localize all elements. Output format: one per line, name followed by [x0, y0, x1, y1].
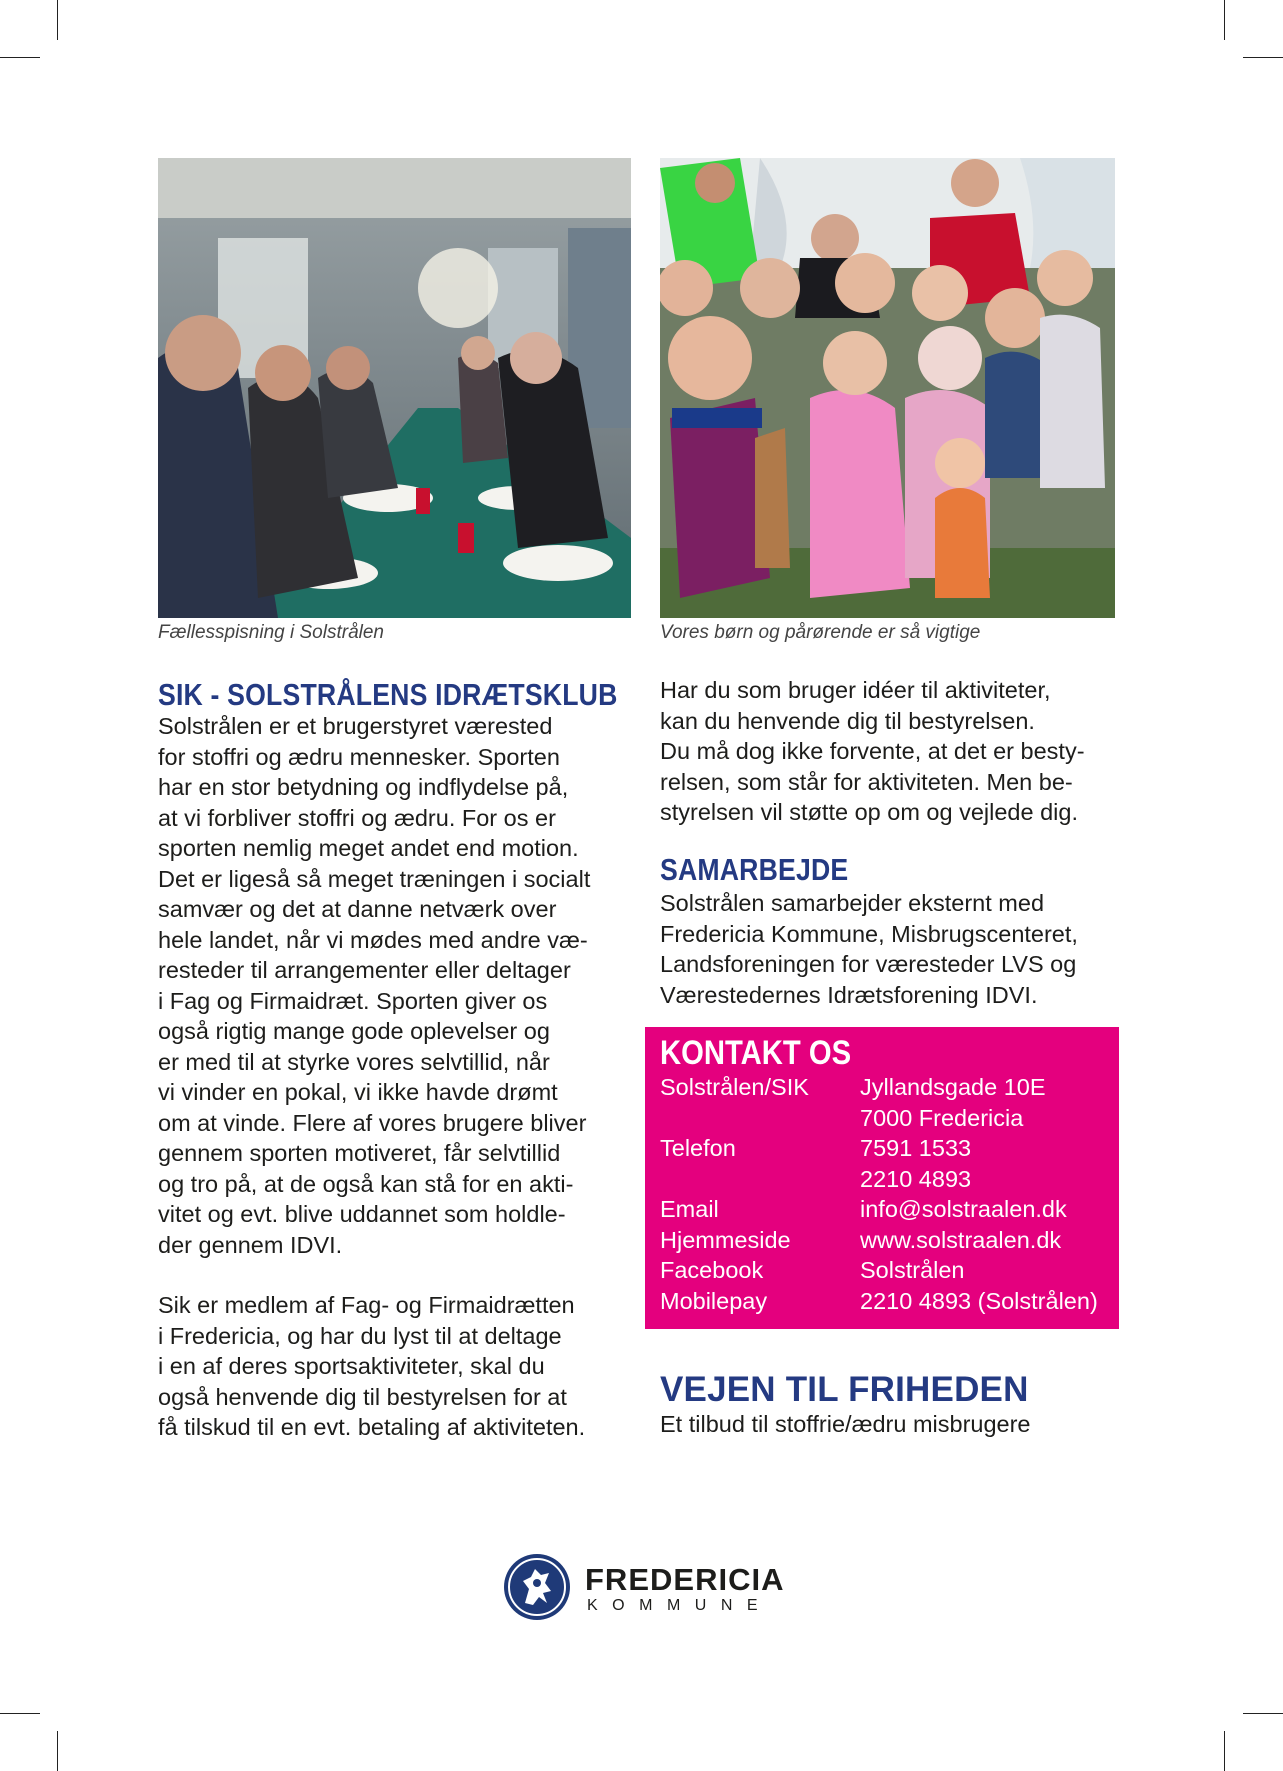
- text-line: om at vinde. Flere af vores brugere bliver: [158, 1109, 587, 1136]
- contact-value: Jyllandsgade 10E: [860, 1074, 1046, 1100]
- text-line: i en af deres sportsaktiviteter, skal du: [158, 1353, 545, 1379]
- text-line: Det er ligeså så meget træningen i socialt: [158, 865, 591, 892]
- contact-title: KONTAKT OS: [660, 1034, 852, 1072]
- text-line: Landsforeningen for væresteder LVS og: [660, 951, 1077, 977]
- contact-label: Solstrålen/SIK: [660, 1074, 809, 1100]
- crop-mark-top-left-h: [0, 57, 40, 58]
- contact-value: 7591 1533: [860, 1135, 972, 1161]
- contact-email-link[interactable]: info@solstraalen.dk: [860, 1196, 1067, 1222]
- crop-mark-bottom-right-h: [1243, 1713, 1283, 1714]
- crop-mark-top-right-v: [1224, 0, 1225, 40]
- text-line: få tilskud til en evt. betaling af aktiviteten.: [158, 1414, 586, 1440]
- vejen-subtitle: [660, 1409, 1031, 1440]
- contact-box: [645, 1027, 1119, 1329]
- text-line: Et tilbud til stoffrie/ædru misbrugere: [660, 1411, 1031, 1437]
- text-line: i Fredericia, og har du lyst til at deltage: [158, 1322, 562, 1349]
- text-line: også henvende dig til bestyrelsen for at: [158, 1383, 567, 1410]
- text-line: der gennem IDVI.: [158, 1231, 343, 1258]
- text-line: relsen, som står for aktiviteten. Men be-: [660, 768, 1073, 795]
- photo-children-medals: [660, 158, 1115, 618]
- photo-caption-right: Vores børn og pårørende er så vigtige: [660, 622, 981, 643]
- text-line: sporten nemlig meget andet end motion.: [158, 835, 579, 861]
- contact-value: Solstrålen: [860, 1257, 965, 1283]
- text-line: Værestedernes Idrætsforening IDVI.: [660, 981, 1038, 1008]
- fredericia-kommune-logo: [503, 1552, 783, 1622]
- sik-heading: SIK - SOLSTRÅLENS IDRÆTSKLUB: [158, 677, 618, 712]
- text-line: og tro på, at de også kan stå for en akti-: [158, 1170, 574, 1197]
- crop-mark-bottom-left-v: [57, 1731, 58, 1771]
- photo-caption-left: Fællesspisning i Solstrålen: [158, 622, 384, 643]
- logo-sub: KOMMUNE: [587, 1597, 773, 1614]
- text-line: gennem sporten motiveret, får selvtillid: [158, 1140, 561, 1166]
- crop-mark-top-left-v: [57, 0, 58, 40]
- text-line: kan du henvende dig til bestyrelsen.: [660, 707, 1035, 734]
- text-line: resteder til arrangementer eller deltager: [158, 957, 571, 983]
- sik-paragraph-1: [158, 711, 590, 1260]
- text-line: er med til at styrke vores selvtillid, når: [158, 1048, 550, 1075]
- text-line: Sik er medlem af Fag- og Firmaidrætten: [158, 1292, 575, 1318]
- text-line: Du må dog ikke forvente, at det er besty-: [660, 738, 1085, 764]
- text-line: Solstrålen er et brugerstyret værested: [158, 713, 553, 739]
- logo-name: FREDERICIA: [585, 1562, 785, 1597]
- samarbejde-text: [660, 888, 1078, 1010]
- text-line: for stoffri og ædru mennesker. Sporten: [158, 743, 560, 770]
- samarbejde-heading: SAMARBEJDE: [660, 852, 849, 887]
- crop-mark-bottom-right-v: [1224, 1731, 1225, 1771]
- text-line: Fredericia Kommune, Misbrugscenteret,: [660, 920, 1078, 947]
- text-line: Solstrålen samarbejder eksternt med: [660, 890, 1045, 916]
- text-line: også rigtig mange gode oplevelser og: [158, 1018, 550, 1044]
- text-line: samvær og det at danne netværk over: [158, 896, 557, 922]
- contact-label: Hjemmeside: [660, 1226, 791, 1253]
- text-line: vitet og evt. blive uddannet som holdle-: [158, 1201, 566, 1227]
- text-line: styrelsen vil støtte op om og vejlede dig.: [660, 799, 1078, 825]
- contact-label: Telefon: [660, 1135, 736, 1161]
- crop-mark-bottom-left-h: [0, 1713, 40, 1714]
- text-line: vi vinder en pokal, vi ikke havde drømt: [158, 1079, 558, 1105]
- text-line: at vi forbliver stoffri og ædru. For os er: [158, 804, 556, 831]
- sik-paragraph-3: [660, 675, 1085, 828]
- contact-value: 7000 Fredericia: [860, 1104, 1024, 1131]
- lion-crest-icon: [503, 1553, 571, 1621]
- vejen-heading: VEJEN TIL FRIHEDEN: [660, 1370, 1029, 1409]
- contact-website-link[interactable]: www.solstraalen.dk: [860, 1226, 1062, 1253]
- text-line: i Fag og Firmaidræt. Sporten giver os: [158, 987, 548, 1014]
- text-line: Har du som bruger idéer til aktiviteter,: [660, 677, 1051, 703]
- contact-label: Mobilepay: [660, 1287, 768, 1314]
- contact-value: 2210 4893: [860, 1165, 972, 1192]
- contact-label: Email: [660, 1196, 719, 1222]
- text-line: har en stor betydning og indflydelse på,: [158, 774, 569, 800]
- text-line: hele landet, når vi mødes med andre væ-: [158, 926, 588, 953]
- contact-label: Facebook: [660, 1257, 764, 1283]
- sik-paragraph-2: [158, 1290, 585, 1443]
- contact-value: 2210 4893 (Solstrålen): [860, 1287, 1098, 1314]
- photo-communal-dinner: [158, 158, 631, 618]
- crop-mark-top-right-h: [1243, 57, 1283, 58]
